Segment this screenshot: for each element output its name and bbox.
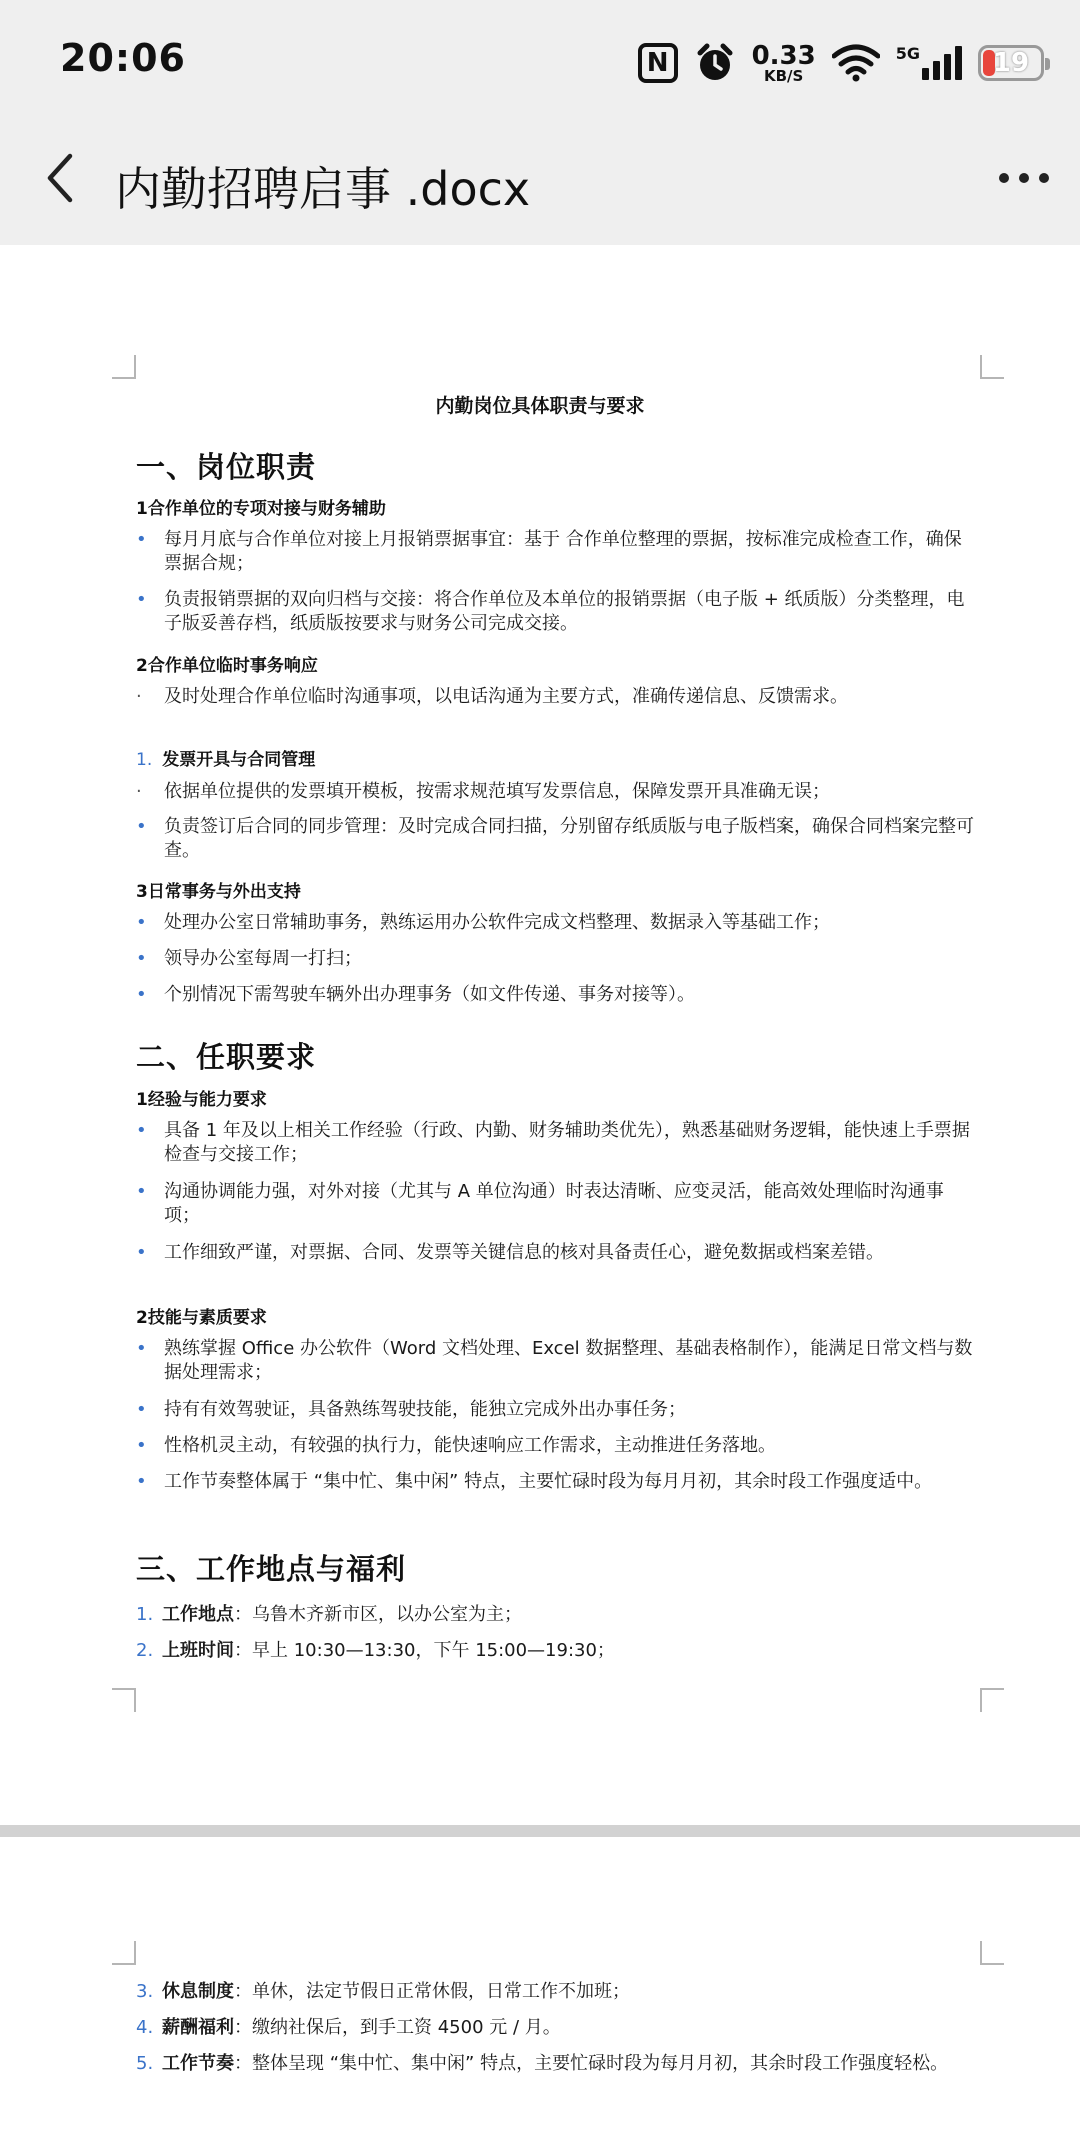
list-item: • 领导办公室每周一打扫； bbox=[136, 948, 362, 969]
list-item: · 及时处理合作单位临时沟通事项，以电话沟通为主要方式，准确传递信息、反馈需求。 bbox=[136, 686, 848, 707]
subsection-heading: 1经验与能力要求 bbox=[136, 1090, 267, 1110]
list-item: • 沟通协调能力强，对外对接（尤其与 A 单位沟通）时表达清晰、应变灵活，能高效处理临时沟通事项； bbox=[136, 1181, 944, 1226]
network-type: 5G bbox=[895, 44, 920, 63]
back-button[interactable] bbox=[30, 148, 90, 208]
list-item: 5. 工作节奏：整体呈现 “集中忙、集中闲” 特点，主要忙碌时段为每月月初，其余时段工作强度轻松。 bbox=[136, 2053, 949, 2074]
subsection-heading: 3日常事务与外出支持 bbox=[136, 882, 301, 902]
status-time: 20:06 bbox=[60, 36, 186, 80]
signal-bars-icon bbox=[922, 46, 962, 80]
list-item: • 个别情况下需驾驶车辆外出办理事务（如文件传递、事务对接等）。 bbox=[136, 984, 695, 1005]
list-item: • 工作细致严谨，对票据、合同、发票等关键信息的核对具备责任心，避免数据或档案差错。 bbox=[136, 1242, 884, 1263]
battery-icon bbox=[978, 45, 1044, 81]
net-speed-value: 0.33 bbox=[751, 40, 816, 71]
doc-heading: 内勤岗位具体职责与要求 bbox=[435, 395, 645, 417]
list-item: • 性格机灵主动，有较强的执行力，能快速响应工作需求，主动推进任务落地。 bbox=[136, 1435, 776, 1456]
list-item: 2. 上班时间：早上 10:30—13:30，下午 15:00—19:30； bbox=[136, 1640, 615, 1661]
list-item: 3. 休息制度：单休，法定节假日正常休假，日常工作不加班； bbox=[136, 1981, 630, 2002]
page-separator bbox=[0, 1825, 1080, 1837]
page-corner-mark bbox=[980, 355, 1004, 379]
page-corner-mark bbox=[112, 1941, 136, 1965]
subsection-heading: 1合作单位的专项对接与财务辅助 bbox=[136, 499, 386, 519]
list-item: • 负责报销票据的双向归档与交接：将合作单位及本单位的报销票据（电子版 + 纸质版）分类整理，电子版妥善存档，纸质版按要求与财务公司完成交接。 bbox=[136, 589, 965, 634]
net-speed bbox=[751, 40, 816, 85]
cellular-signal bbox=[896, 46, 962, 80]
net-speed-unit: KB/S bbox=[763, 66, 804, 85]
list-item: • 每月月底与合作单位对接上月报销票据事宜：基于 合作单位整理的票据，按标准完成检查工作，确保票据合规； bbox=[136, 529, 962, 574]
status-bar bbox=[0, 0, 1080, 120]
subsection-heading: 2技能与素质要求 bbox=[136, 1308, 267, 1328]
more-options-button[interactable] bbox=[994, 150, 1054, 206]
section-heading-requirements: 二、任职要求 bbox=[136, 1040, 317, 1074]
document-viewer[interactable] bbox=[0, 245, 1080, 2130]
app-bar bbox=[0, 120, 1080, 245]
subsection-heading: 1. 发票开具与合同管理 bbox=[136, 750, 316, 770]
status-icons bbox=[638, 40, 1044, 86]
subsection-heading: 2合作单位临时事务响应 bbox=[136, 656, 318, 676]
list-item: · 依据单位提供的发票填开模板，按需求规范填写发票信息，保障发票开具准确无误； bbox=[136, 781, 830, 802]
page-corner-mark bbox=[112, 1688, 136, 1712]
page-corner-mark bbox=[980, 1941, 1004, 1965]
chevron-left-icon bbox=[42, 152, 78, 204]
list-item: • 处理办公室日常辅助事务，熟练运用办公软件完成文档整理、数据录入等基础工作； bbox=[136, 912, 830, 933]
section-heading-location-benefits: 三、工作地点与福利 bbox=[136, 1552, 407, 1586]
page-corner-mark bbox=[112, 355, 136, 379]
top-bar bbox=[0, 0, 1080, 245]
wifi-icon bbox=[832, 44, 880, 82]
list-item: • 持有有效驾驶证，具备熟练驾驶技能，能独立完成外出办事任务； bbox=[136, 1399, 686, 1420]
battery-level: 19 bbox=[992, 48, 1030, 78]
more-icon bbox=[998, 172, 1050, 184]
list-item: • 负责签订后合同的同步管理：及时完成合同扫描，分别留存纸质版与电子版档案，确保合同档案完整可查。 bbox=[136, 816, 974, 861]
list-item: • 工作节奏整体属于 “集中忙、集中闲” 特点，主要忙碌时段为每月月初，其余时段工作强度适中。 bbox=[136, 1471, 933, 1492]
list-item: • 熟练掌握 Office 办公软件（Word 文档处理、Excel 数据整理、基础表格制作），能满足日常文档与数据处理需求； bbox=[136, 1338, 973, 1383]
nfc-icon: N bbox=[638, 43, 678, 83]
list-item: 4. 薪酬福利：缴纳社保后，到手工资 4500 元 / 月。 bbox=[136, 2017, 561, 2038]
list-item: • 具备 1 年及以上相关工作经验（行政、内勤、财务辅助类优先），熟悉基础财务逻辑，能快速上手票据检查与交接工作； bbox=[136, 1120, 970, 1165]
alarm-icon bbox=[694, 42, 736, 84]
page-corner-mark bbox=[980, 1688, 1004, 1712]
section-heading-duties: 一、岗位职责 bbox=[136, 450, 317, 484]
document-title: 内勤招聘启事 .docx bbox=[115, 162, 531, 216]
list-item: 1. 工作地点：乌鲁木齐新市区，以办公室为主； bbox=[136, 1604, 522, 1625]
